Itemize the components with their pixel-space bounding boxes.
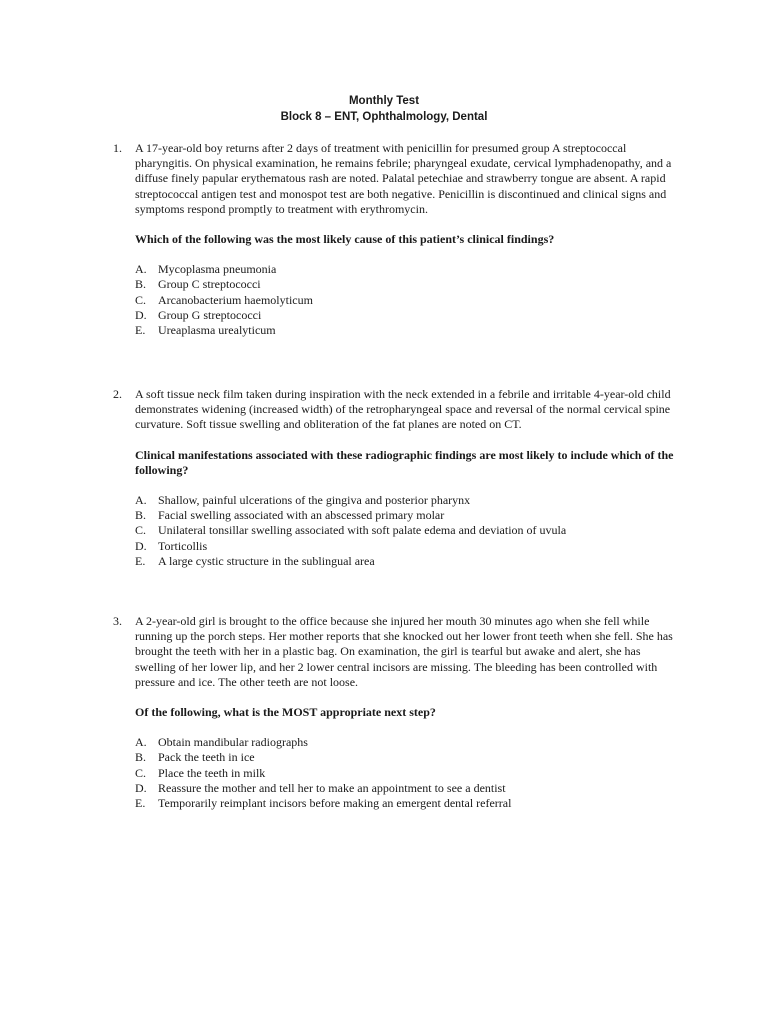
question-stem: Which of the following was the most likely cause of this patient’s clinical findings? bbox=[135, 232, 555, 247]
document-title: Monthly Test bbox=[348, 95, 420, 107]
option-text: Group G streptococci bbox=[158, 307, 262, 322]
question-stem: Of the following, what is the MOST appropriate next step? bbox=[135, 705, 436, 720]
option-text: Reassure the mother and tell her to make an appointment to see a dentist bbox=[158, 780, 506, 795]
answer-option-c bbox=[135, 766, 683, 781]
question-2 bbox=[113, 387, 683, 569]
document-header bbox=[0, 94, 768, 125]
answer-options bbox=[113, 262, 683, 338]
option-text: Ureaplasma urealyticum bbox=[158, 323, 276, 338]
answer-option-b bbox=[135, 508, 683, 523]
answer-option-d bbox=[135, 308, 683, 323]
option-text: A large cystic structure in the sublingual area bbox=[158, 553, 375, 568]
answer-option-c bbox=[135, 293, 683, 308]
option-letter: D. bbox=[135, 538, 147, 553]
option-letter: D. bbox=[135, 780, 147, 795]
option-letter: B. bbox=[135, 277, 147, 292]
option-letter: C. bbox=[135, 765, 147, 780]
option-letter: E. bbox=[135, 323, 146, 338]
answer-option-b bbox=[135, 750, 683, 765]
answer-option-e bbox=[135, 554, 683, 569]
question-3 bbox=[113, 614, 683, 811]
answer-option-a bbox=[135, 262, 683, 277]
option-text: Arcanobacterium haemolyticum bbox=[158, 292, 313, 307]
answer-options bbox=[113, 493, 683, 569]
answer-option-d bbox=[135, 781, 683, 796]
option-letter: A. bbox=[135, 735, 147, 750]
option-text: Mycoplasma pneumonia bbox=[158, 262, 277, 277]
option-text: Shallow, painful ulcerations of the gingiva and posterior pharynx bbox=[158, 493, 471, 508]
answer-options bbox=[113, 735, 683, 811]
option-text: Torticollis bbox=[158, 538, 208, 553]
question-body bbox=[113, 614, 683, 690]
question-stem: Clinical manifestations associated with these radiographic findings are most likely to include which of the following? bbox=[135, 447, 674, 477]
option-letter: D. bbox=[135, 307, 147, 322]
question-text: A 17-year-old boy returns after 2 days of treatment with penicillin for presumed group A streptococcal pharyngitis. On physical examination, he remains febrile; pharyngeal exudate, cervical lymphadenopathy, and a diffuse finely papular erythematous rash are noted. Palatal petechiae and strawberry tongue are absent. A rapid streptococcal antigen test and monospot test are both negative. Penicillin is discontinued and clinical signs and symptoms respond promptly to treatment with erythromycin. bbox=[135, 141, 672, 216]
option-letter: B. bbox=[135, 508, 147, 523]
question-number: 3. bbox=[113, 614, 122, 628]
question-body bbox=[113, 141, 683, 217]
option-letter: E. bbox=[135, 553, 146, 568]
answer-option-a bbox=[135, 735, 683, 750]
question-body bbox=[113, 387, 683, 433]
option-text: Place the teeth in milk bbox=[158, 765, 266, 780]
option-text: Facial swelling associated with an abscessed primary molar bbox=[158, 508, 445, 523]
question-text: A 2-year-old girl is brought to the office because she injured her mouth 30 minutes ago when she fell while running up the porch steps. Her mother reports that she knocked out her lower front teeth when she fell. She has brought the teeth with her in a plastic bag. On examination, the girl is tearful but awake and alert, she has swelling of her lower lip, and her 2 lower central incisors are missing. The bleeding has been controlled with pressure and ice. The other teeth are not loose. bbox=[135, 614, 673, 689]
answer-option-b bbox=[135, 277, 683, 292]
option-letter: A. bbox=[135, 262, 147, 277]
answer-option-e bbox=[135, 796, 683, 811]
option-letter: C. bbox=[135, 523, 147, 538]
document-subtitle: Block 8 – ENT, Ophthalmology, Dental bbox=[280, 110, 488, 123]
option-text: Unilateral tonsillar swelling associated with soft palate edema and deviation of uvula bbox=[158, 523, 567, 538]
option-letter: A. bbox=[135, 493, 147, 508]
answer-option-c bbox=[135, 523, 683, 538]
option-letter: E. bbox=[135, 796, 146, 811]
answer-option-d bbox=[135, 539, 683, 554]
option-letter: B. bbox=[135, 750, 147, 765]
option-text: Obtain mandibular radiographs bbox=[158, 735, 308, 750]
option-text: Group C streptococci bbox=[158, 277, 261, 292]
question-1 bbox=[113, 141, 683, 338]
question-text: A soft tissue neck film taken during inspiration with the neck extended in a febrile and irritable 4-year-old child demonstrates widening (increased width) of the retropharyngeal space and reversal of the normal cervical spine curvature. Soft tissue swelling and obliteration of the fat planes are noted on CT. bbox=[135, 387, 671, 432]
option-text: Pack the teeth in ice bbox=[158, 750, 255, 765]
option-letter: C. bbox=[135, 292, 147, 307]
answer-option-a bbox=[135, 493, 683, 508]
option-text: Temporarily reimplant incisors before making an emergent dental referral bbox=[158, 796, 512, 811]
question-number: 2. bbox=[113, 387, 122, 401]
answer-option-e bbox=[135, 323, 683, 338]
question-number: 1. bbox=[113, 141, 122, 155]
